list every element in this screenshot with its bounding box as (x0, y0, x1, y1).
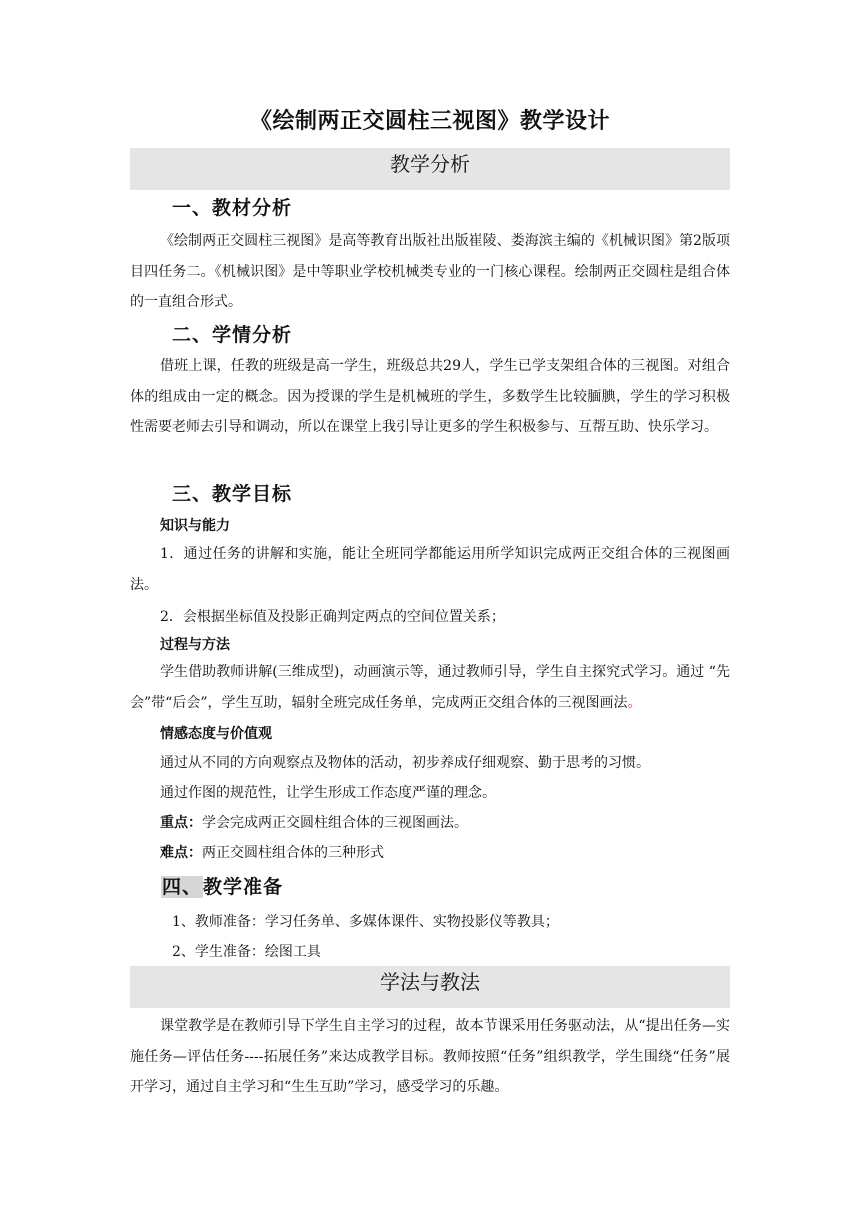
difficulty-text: 两正交圆柱组合体的三种形式 (202, 845, 384, 861)
difficulty-label: 难点： (160, 845, 202, 861)
key-point-line (160, 812, 468, 832)
heading-textbook-analysis: 一、教材分析 (172, 197, 293, 219)
process-method-end-mark: 。 (627, 694, 642, 711)
section-band-learning-teaching-methods: 学法与教法 (130, 966, 730, 1008)
objective-item-2: 2．会根据坐标值及投影正确判定两点的空间位置关系； (160, 609, 505, 625)
methods-paragraph: 课堂教学是在教师引导下学生自主学习的过程，故本节课采用任务驱动法，从“提出任务—实施任务—评估任务----拓展任务”来达成教学目标。教师按照“任务”组织教学，学生围绕“任务”展开学习，通过自主学习和“生生互助”学习，感受学习的乐趣。 (130, 1018, 730, 1095)
document-title: 《绘制两正交圆柱三视图》教学设计 (249, 109, 610, 134)
heading-teaching-objectives: 三、教学目标 (172, 483, 293, 505)
heading-preparation-text: 教学准备 (203, 876, 284, 898)
section-band-teaching-analysis: 教学分析 (130, 148, 730, 190)
subheading-knowledge-ability: 知识与能力 (160, 518, 230, 534)
preparation-item-2: 2、学生准备：绘图工具 (172, 944, 321, 960)
process-method-paragraph (130, 657, 730, 718)
subheading-process-method: 过程与方法 (160, 637, 230, 653)
heading-preparation-number: 四、 (162, 876, 203, 898)
textbook-analysis-paragraph: 《绘制两正交圆柱三视图》是高等教育出版社出版崔陵、娄海滨主编的《机械识图》第2版项目四任务二。《机械识图》是中等职业学校机械类专业的一门核心课程。绘制两正交圆柱是组合体的一直组合形式。 (130, 233, 730, 310)
subheading-attitude-values: 情感态度与价值观 (160, 726, 272, 742)
heading-learner-analysis: 二、学情分析 (172, 324, 293, 346)
objective-item-1: 1．通过任务的讲解和实施，能让全班同学都能运用所学知识完成两正交组合体的三视图画法。 (130, 546, 730, 593)
attitude-line-2: 通过作图的规范性，让学生形成工作态度严谨的理念。 (160, 785, 496, 801)
heading-teaching-preparation (161, 872, 283, 899)
preparation-item-1: 1、教师准备：学习任务单、多媒体课件、实物投影仪等教具； (172, 914, 559, 930)
learner-analysis-paragraph: 借班上课，任教的班级是高一学生，班级总共29人，学生已学支架组合体的三视图。对组合体的组成由一定的概念。因为授课的学生是机械班的学生，多数学生比较腼腆，学生的学习积极性需要老师去引导和调动，所以在课堂上我引导让更多的学生积极参与、互帮互助、快乐学习。 (130, 358, 730, 435)
key-point-label: 重点： (160, 815, 202, 831)
process-method-text: 学生借助教师讲解(三维成型)，动画演示等，通过教师引导，学生自主探究式学习。通过 “先会”带“后会”，学生互助，辐射全班完成任务单，完成两正交组合体的三视图画法 (130, 664, 730, 711)
key-point-text: 学会完成两正交圆柱组合体的三视图画法。 (202, 815, 468, 831)
difficulty-line (160, 842, 384, 862)
attitude-line-1: 通过从不同的方向观察点及物体的活动，初步养成仔细观察、勤于思考的习惯。 (160, 755, 650, 771)
